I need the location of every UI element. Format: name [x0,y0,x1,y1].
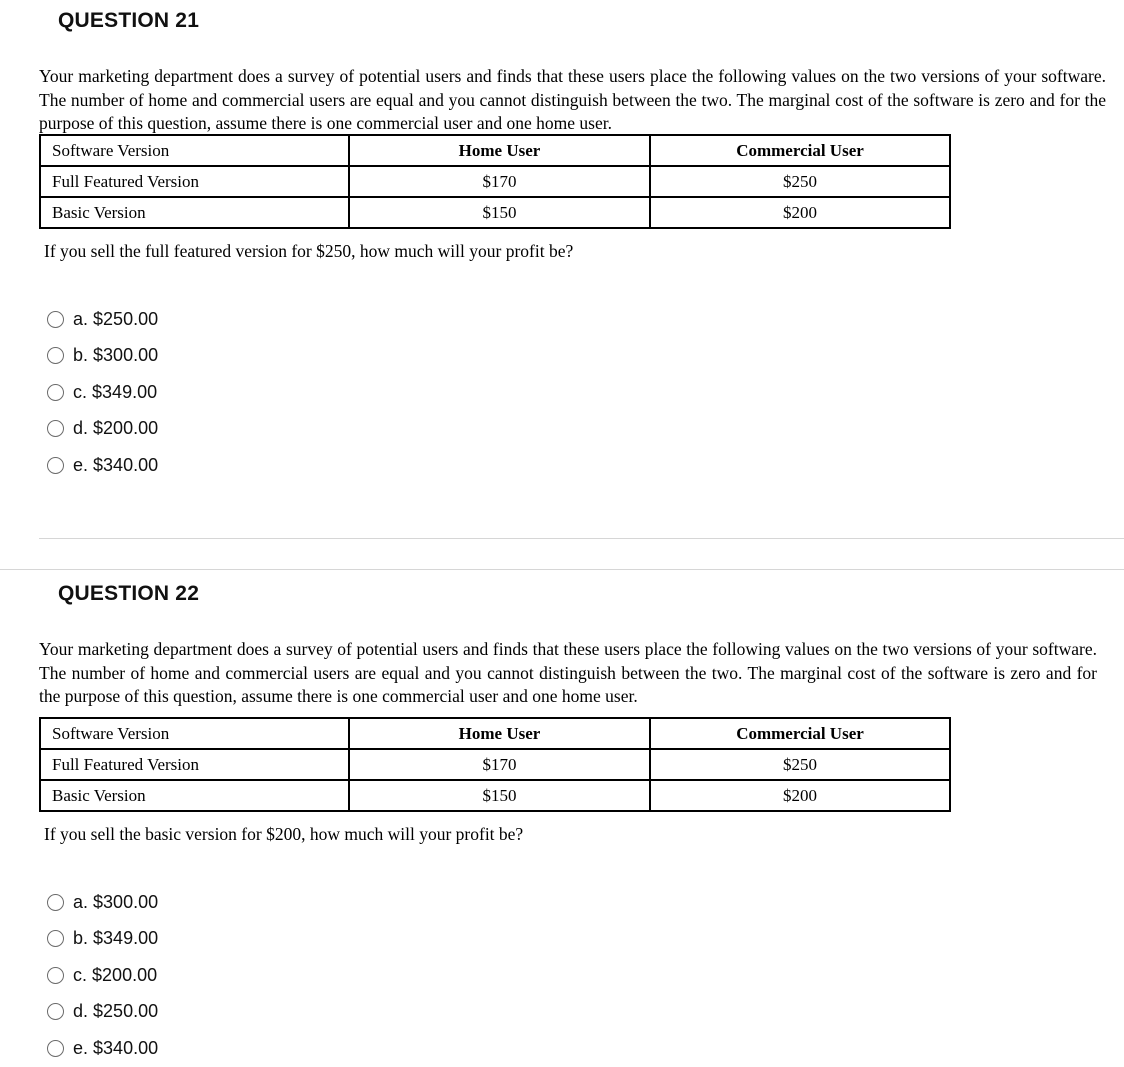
table-row [40,197,950,228]
answer-option-a[interactable] [47,301,158,338]
table-row [40,749,950,780]
radio-button[interactable] [47,420,64,437]
option-label: d. $200.00 [73,418,159,439]
option-label: e. $340.00 [73,1037,159,1058]
radio-button[interactable] [47,384,64,401]
option-label: b. $349.00 [73,928,159,949]
option-label: c. $200.00 [73,964,158,985]
cell-commercial-value: $250 [650,166,950,197]
radio-button[interactable] [47,930,64,947]
cell-version: Full Featured Version [40,166,349,197]
answer-option-d[interactable] [47,994,158,1031]
cell-home-value: $150 [349,197,650,228]
option-label: a. $250.00 [73,308,159,329]
cell-commercial-value: $200 [650,197,950,228]
cell-version: Basic Version [40,197,349,228]
answer-option-e[interactable] [47,1030,158,1067]
table-header-row [40,718,950,749]
question-22-text: Your marketing department does a survey of potential users and finds that these users place the following values on the two versions of your software. The number of home and commercial users are equal and you cannot distinguish between the two. The marginal cost of the software is zero and for the purpose of this question, assume there is one commercial user and one home user. [39,639,1097,706]
cell-home-value: $170 [349,749,650,780]
question-divider [39,538,1124,539]
answer-option-b[interactable] [47,921,158,958]
header-commercial-user: Commercial User [650,135,950,166]
header-software-version: Software Version [40,135,349,166]
radio-button[interactable] [47,311,64,328]
cell-home-value: $170 [349,166,650,197]
answer-option-b[interactable] [47,338,158,375]
option-label: d. $250.00 [73,1001,159,1022]
option-label: a. $300.00 [73,891,159,912]
radio-button[interactable] [47,894,64,911]
option-label: e. $340.00 [73,454,159,475]
question-21-title: QUESTION 21 [58,9,200,32]
radio-button[interactable] [47,457,64,474]
option-label: c. $349.00 [73,381,158,402]
radio-button[interactable] [47,1040,64,1057]
answer-option-e[interactable] [47,447,158,484]
question-22-options [47,884,158,1067]
header-software-version: Software Version [40,718,349,749]
question-22-values-table [39,717,951,812]
table-row [40,166,950,197]
radio-button[interactable] [47,347,64,364]
question-divider [0,569,1124,570]
question-22-prompt: If you sell the basic version for $200, how much will your profit be? [44,824,524,844]
cell-commercial-value: $200 [650,780,950,811]
question-22-title: QUESTION 22 [58,582,200,605]
question-21-options [47,301,158,484]
header-commercial-user: Commercial User [650,718,950,749]
header-home-user: Home User [349,718,650,749]
option-label: b. $300.00 [73,345,159,366]
table-row [40,780,950,811]
answer-option-c[interactable] [47,374,158,411]
cell-home-value: $150 [349,780,650,811]
question-21-prompt: If you sell the full featured version for $250, how much will your profit be? [44,241,574,261]
answer-option-c[interactable] [47,957,158,994]
radio-button[interactable] [47,967,64,984]
answer-option-a[interactable] [47,884,158,921]
question-21-values-table [39,134,951,229]
cell-version: Basic Version [40,780,349,811]
cell-version: Full Featured Version [40,749,349,780]
table-header-row [40,135,950,166]
cell-commercial-value: $250 [650,749,950,780]
question-21-text: Your marketing department does a survey of potential users and finds that these users place the following values on the two versions of your software. The number of home and commercial users are equal and you cannot distinguish between the two. The marginal cost of the software is zero and for the purpose of this question, assume there is one commercial user and one home user. [39,66,1106,133]
answer-option-d[interactable] [47,411,158,448]
radio-button[interactable] [47,1003,64,1020]
header-home-user: Home User [349,135,650,166]
